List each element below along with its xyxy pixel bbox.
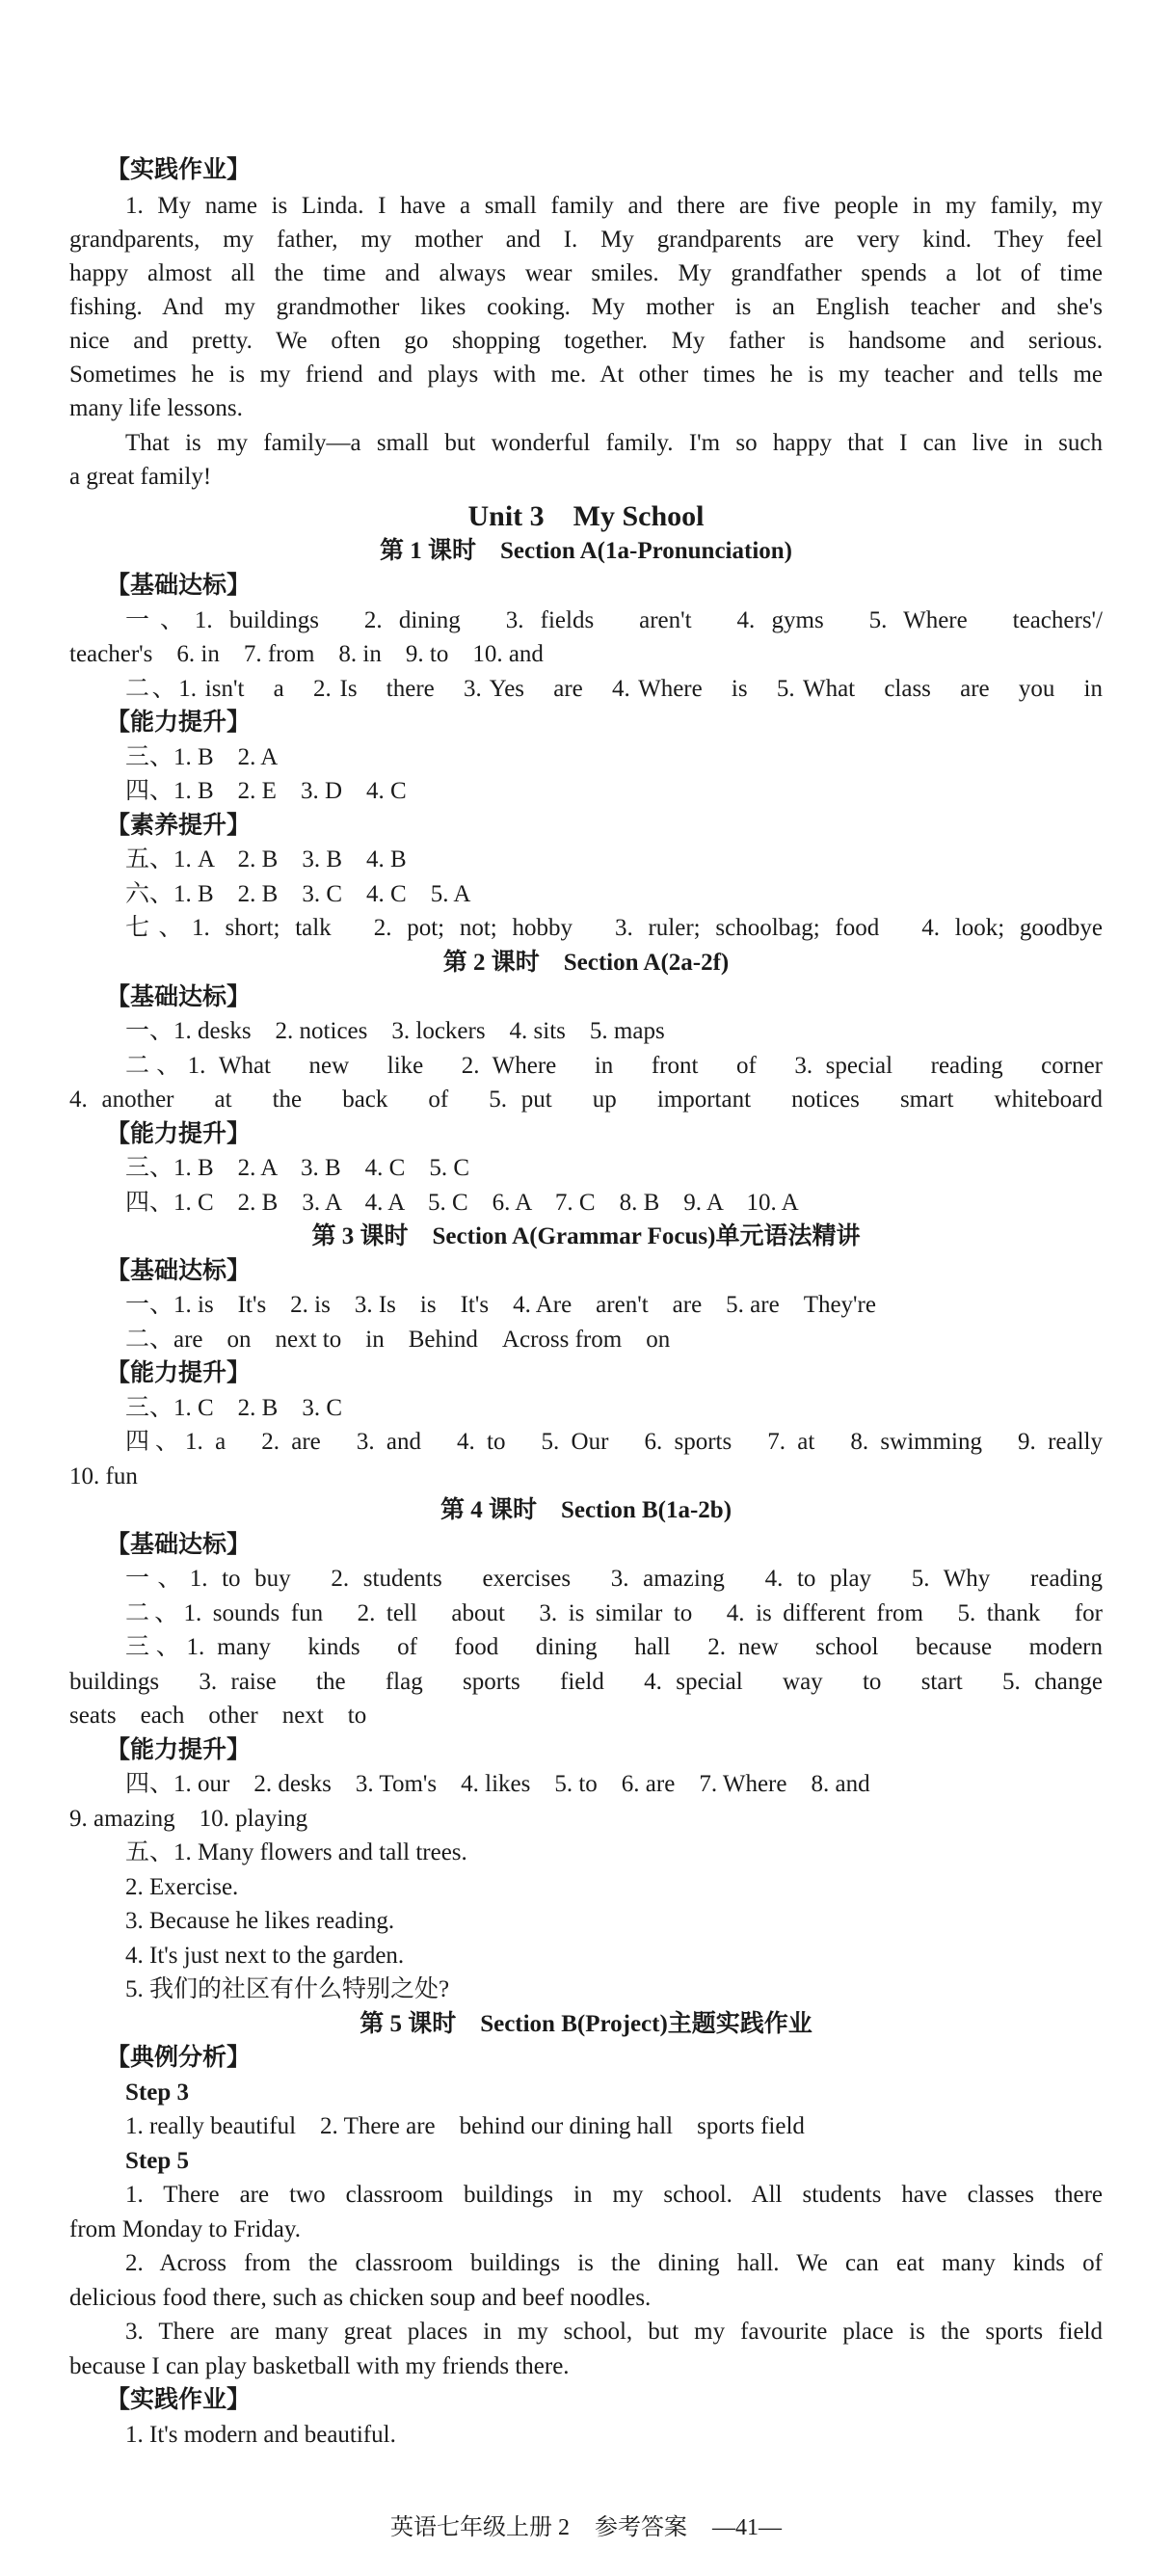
text-line: 10. fun xyxy=(69,1463,138,1489)
text-line: because I can play basketball with my friends there. xyxy=(69,2353,570,2379)
text-line: 三、1. B 2. A xyxy=(125,744,279,770)
text-line: 六、1. B 2. B 3. C 4. C 5. A xyxy=(125,881,471,907)
text-line: 1. It's modern and beautiful. xyxy=(125,2422,396,2448)
text-line: 【基础达标】 xyxy=(106,1532,252,1558)
text-line: That is my family—a small but wonderful family. I'm so happy that I can live in such xyxy=(125,430,1103,456)
text-line: 5. 我们的社区有什么特别之处? xyxy=(125,1976,450,2002)
text-line: Step 3 xyxy=(125,2080,189,2106)
text-line: 二、are on next to in Behind Across from on xyxy=(125,1327,671,1353)
text-line: 三、1. many kinds of food dining hall 2. new school because modern xyxy=(125,1634,1103,1660)
text-line: 9. amazing 10. playing xyxy=(69,1806,308,1832)
text-line: 4. It's just next to the garden. xyxy=(125,1943,405,1969)
text-line: Sometimes he is my friend and plays with me. At other times he is my teacher and tells me xyxy=(69,362,1103,388)
text-line: 第 4 课时 Section B(1a-2b) xyxy=(440,1497,732,1523)
text-line: 七、1. short; talk 2. pot; not; hobby 3. ruler; schoolbag; food 4. look; goodbye xyxy=(125,915,1103,941)
text-line: 3. There are many great places in my school, but my favourite place is the sports field xyxy=(125,2319,1103,2345)
text-line: Step 5 xyxy=(125,2148,189,2174)
text-line: 一、1. is It's 2. is 3. Is is It's 4. Are aren't are 5. are They're xyxy=(125,1292,876,1318)
text-line: 五、1. Many flowers and tall trees. xyxy=(125,1839,467,1865)
text-line: 四、1. B 2. E 3. D 4. C xyxy=(125,778,407,804)
text-line: 3. Because he likes reading. xyxy=(125,1908,395,1934)
text-line: 四、1. our 2. desks 3. Tom's 4. likes 5. to 6. are 7. Where 8. and xyxy=(125,1771,870,1797)
footer-book-title: 英语七年级上册 2 xyxy=(390,2515,570,2540)
text-line: 1. really beautiful 2. There are behind our dining hall sports field xyxy=(125,2113,805,2139)
text-line: 二、1. isn't a 2. Is there 3. Yes are 4. Where is 5. What class are you in xyxy=(125,676,1103,702)
text-line: from Monday to Friday. xyxy=(69,2216,302,2242)
text-line: 【典例分析】 xyxy=(106,2045,252,2071)
text-line: 四、1. a 2. are 3. and 4. to 5. Our 6. sports 7. at 8. swimming 9. really xyxy=(125,1429,1103,1455)
text-line: fishing. And my grandmother likes cooking. My mother is an English teacher and she's xyxy=(69,294,1103,320)
text-line: 第 3 课时 Section A(Grammar Focus)单元语法精讲 xyxy=(311,1223,861,1249)
text-line: 【实践作业】 xyxy=(106,157,252,183)
text-line: 第 1 课时 Section A(1a-Pronunciation) xyxy=(379,538,792,564)
text-line: 【能力提升】 xyxy=(106,710,252,736)
text-line: 四、1. C 2. B 3. A 4. A 5. C 6. A 7. C 8. B 9. A 10. A xyxy=(125,1190,799,1216)
text-line: 4. another at the back of 5. put up important notices smart whiteboard xyxy=(69,1087,1103,1113)
text-line: 一、1. to buy 2. students exercises 3. amazing 4. to play 5. Why reading xyxy=(125,1566,1103,1592)
text-line: 【基础达标】 xyxy=(106,1258,252,1284)
text-line: 【基础达标】 xyxy=(106,573,252,599)
text-line: teacher's 6. in 7. from 8. in 9. to 10. and xyxy=(69,641,544,667)
text-line: 第 2 课时 Section A(2a-2f) xyxy=(442,950,730,976)
text-line: 1. There are two classroom buildings in my school. All students have classes there xyxy=(125,2182,1103,2208)
text-line: 三、1. C 2. B 3. C xyxy=(125,1395,343,1421)
text-line: 二、1. sounds fun 2. tell about 3. is similar to 4. is different from 5. thank for xyxy=(125,1600,1103,1626)
text-line: 【实践作业】 xyxy=(106,2387,252,2413)
footer-section: 参考答案 xyxy=(595,2515,687,2540)
text-line: happy almost all the time and always wear smiles. My grandfather spends a lot of time xyxy=(69,260,1103,286)
text-line: delicious food there, such as chicken soup and beef noodles. xyxy=(69,2285,652,2311)
text-line: 一、1. buildings 2. dining 3. fields aren't 4. gyms 5. Where teachers'/ xyxy=(125,607,1103,633)
unit-title: Unit 3 My School xyxy=(467,500,705,532)
footer-page-number: —41— xyxy=(712,2515,782,2540)
text-line: 二、1. What new like 2. Where in front of 3. special reading corner xyxy=(125,1053,1103,1079)
text-line: 【素养提升】 xyxy=(106,813,252,839)
text-line: a great family! xyxy=(69,464,212,490)
text-line: 1. My name is Linda. I have a small family and there are five people in my family, my xyxy=(125,193,1103,219)
text-line: 【基础达标】 xyxy=(106,984,252,1010)
text-line: grandparents, my father, my mother and I. My grandparents are very kind. They feel xyxy=(69,227,1103,253)
text-line: 【能力提升】 xyxy=(106,1737,252,1763)
page-footer xyxy=(0,2511,1172,2544)
text-line: 第 5 课时 Section B(Project)主题实践作业 xyxy=(360,2011,812,2037)
text-line: many life lessons. xyxy=(69,395,243,421)
text-line: nice and pretty. We often go shopping together. My father is handsome and serious. xyxy=(69,328,1103,354)
text-line: 【能力提升】 xyxy=(106,1121,252,1147)
text-line: 三、1. B 2. A 3. B 4. C 5. C xyxy=(125,1155,469,1181)
text-line: seats each other next to xyxy=(69,1703,367,1729)
text-line: 【能力提升】 xyxy=(106,1360,252,1386)
text-line: buildings 3. raise the flag sports field 4. special way to start 5. change xyxy=(69,1669,1103,1695)
text-line: 2. Exercise. xyxy=(125,1874,239,1900)
text-line: 一、1. desks 2. notices 3. lockers 4. sits 5. maps xyxy=(125,1018,665,1044)
text-line: 2. Across from the classroom buildings is the dining hall. We can eat many kinds of xyxy=(125,2250,1103,2276)
text-line: 五、1. A 2. B 3. B 4. B xyxy=(125,846,407,872)
